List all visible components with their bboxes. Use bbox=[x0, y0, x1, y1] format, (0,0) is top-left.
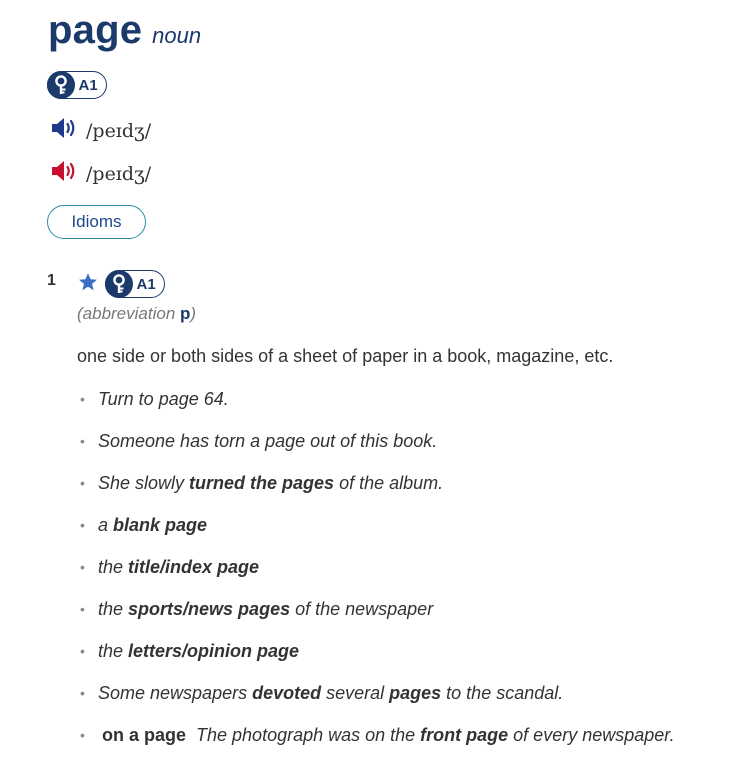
headword-row bbox=[48, 8, 201, 53]
key-icon bbox=[105, 270, 133, 298]
example-text: a bbox=[98, 515, 114, 535]
example-highlight: turned the pages bbox=[189, 473, 335, 493]
example-text: the bbox=[98, 557, 129, 577]
bullet: • bbox=[80, 391, 85, 407]
example-item bbox=[80, 429, 675, 471]
example-text: Turn to page 64. bbox=[98, 389, 229, 409]
example-highlight: pages bbox=[389, 683, 442, 703]
headword: page bbox=[48, 8, 143, 52]
example-sentence bbox=[98, 513, 207, 537]
pronunciation-us bbox=[50, 158, 151, 189]
bullet: • bbox=[80, 517, 85, 533]
sense-header bbox=[77, 270, 165, 298]
level-label: A1 bbox=[78, 76, 98, 94]
example-item bbox=[80, 723, 675, 765]
example-text: the bbox=[98, 641, 129, 661]
example-sentence bbox=[98, 681, 563, 705]
example-highlight: title/index page bbox=[128, 557, 260, 577]
example-highlight: blank page bbox=[113, 515, 208, 535]
example-sentence bbox=[98, 429, 437, 453]
example-text: several bbox=[321, 683, 390, 703]
oxford-3000-level-badge[interactable] bbox=[47, 71, 107, 99]
example-sentence bbox=[98, 723, 675, 747]
examples-list bbox=[80, 387, 675, 765]
example-sentence bbox=[98, 597, 433, 621]
example-text: to the scandal. bbox=[441, 683, 564, 703]
speaker-icon[interactable] bbox=[50, 158, 78, 189]
example-item bbox=[80, 387, 675, 429]
example-item bbox=[80, 555, 675, 597]
pronunciation-uk bbox=[50, 115, 151, 146]
bullet: • bbox=[80, 685, 85, 701]
example-highlight: sports/news pages bbox=[128, 599, 291, 619]
star-icon bbox=[77, 271, 99, 298]
example-item bbox=[80, 513, 675, 555]
example-text: The photograph was on the bbox=[196, 725, 421, 745]
example-text: of the album. bbox=[334, 473, 444, 493]
oxford-3000-level-badge[interactable] bbox=[105, 270, 165, 298]
example-text: of every newspaper. bbox=[508, 725, 675, 745]
example-sentence bbox=[98, 555, 259, 579]
bullet: • bbox=[80, 727, 85, 743]
example-highlight: devoted bbox=[252, 683, 322, 703]
example-sentence bbox=[98, 471, 443, 495]
grammar-prefix: (abbreviation bbox=[77, 304, 181, 323]
example-highlight: front page bbox=[420, 725, 509, 745]
example-text: Some newspapers bbox=[98, 683, 253, 703]
example-text: of the newspaper bbox=[290, 599, 434, 619]
abbreviation: p bbox=[180, 304, 191, 323]
part-of-speech: noun bbox=[152, 23, 202, 48]
example-text: She slowly bbox=[98, 473, 190, 493]
example-sentence bbox=[98, 639, 299, 663]
bullet: • bbox=[80, 643, 85, 659]
example-item bbox=[80, 597, 675, 639]
bullet: • bbox=[80, 601, 85, 617]
example-item bbox=[80, 639, 675, 681]
speaker-icon[interactable] bbox=[50, 115, 78, 146]
example-highlight: letters/opinion page bbox=[128, 641, 300, 661]
ipa-us: /peɪdʒ/ bbox=[86, 162, 152, 185]
grammar-suffix: ) bbox=[190, 304, 197, 323]
example-sentence bbox=[98, 387, 229, 411]
definition: one side or both sides of a sheet of paper in a book, magazine, etc. bbox=[77, 346, 614, 366]
collocation: on a page bbox=[102, 725, 187, 745]
example-item bbox=[80, 681, 675, 723]
key-icon bbox=[47, 71, 75, 99]
bullet: • bbox=[80, 475, 85, 491]
ipa-uk: /peɪdʒ/ bbox=[86, 119, 152, 142]
sense-number: 1 bbox=[47, 272, 56, 289]
bullet: • bbox=[80, 559, 85, 575]
idioms-button[interactable]: Idioms bbox=[47, 205, 146, 239]
grammar-note bbox=[77, 304, 196, 324]
example-text: the bbox=[98, 599, 129, 619]
example-text: Someone has torn a page out of this book. bbox=[98, 431, 438, 451]
level-label: A1 bbox=[136, 275, 156, 293]
example-item bbox=[80, 471, 675, 513]
bullet: • bbox=[80, 433, 85, 449]
